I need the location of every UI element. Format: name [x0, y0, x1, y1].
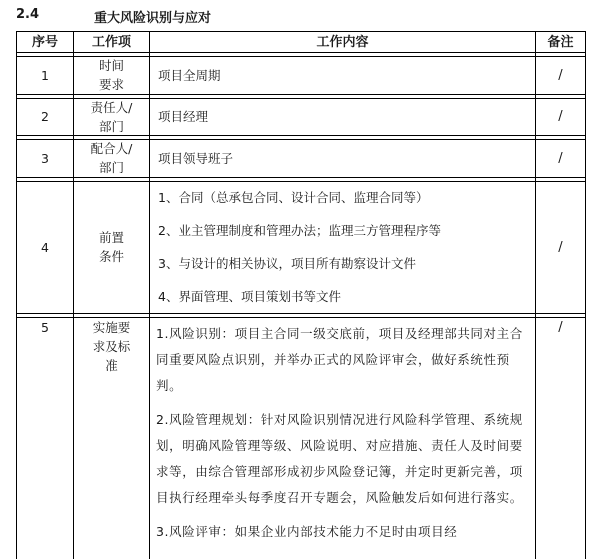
row-no: 1 — [41, 67, 49, 83]
col-border-2 — [149, 31, 150, 559]
row-no: 3 — [41, 150, 49, 166]
row-item — [74, 318, 149, 378]
list-item: 1、合同（总承包合同、设计合同、监理合同等） — [158, 190, 429, 205]
list-item: 4、界面管理、项目策划书等文件 — [158, 289, 341, 304]
row-no: 4 — [41, 239, 49, 255]
row-item-line: 部门 — [98, 160, 124, 175]
content-paragraph: 2.风险管理规划：针对风险识别情况进行风险科学管理、系统规划，明确风险管理等级、风险说明、对应措施、责任人及时间要求等，由综合管理部形成初步风险登记簿，并定时更新完善，项目执行经理牵头每季度召开专题会，风险触发后如何进行落实。 — [156, 412, 523, 505]
row-content — [156, 321, 529, 553]
row-note: / — [558, 67, 563, 83]
content-paragraph: 1.风险识别：项目主合同一级交底前，项目及经理部共同对主合同重要风险点识别，并举办正式的风险评审会，做好系统性预判。 — [156, 326, 523, 393]
row-item — [74, 139, 149, 177]
row-item-line: 部门 — [98, 118, 124, 134]
row-content: 项目领导班子 — [158, 150, 234, 166]
row-item-line: 准 — [105, 358, 118, 373]
list-item: 3、与设计的相关协议，项目所有勘察设计文件 — [158, 256, 416, 271]
row-no: 2 — [41, 109, 49, 124]
row-content: 项目经理 — [158, 109, 209, 124]
list-item: 2、业主管理制度和管理办法；监理三方管理程序等 — [158, 223, 441, 238]
row-note: / — [558, 320, 563, 335]
row-item — [74, 181, 149, 313]
col-border-right — [585, 31, 586, 559]
section-title: 重大风险识别与应对 — [94, 11, 212, 26]
row-content: 项目全周期 — [158, 67, 221, 83]
header-content: 工作内容 — [316, 34, 369, 50]
row-item-line: 实施要 — [92, 320, 131, 335]
row-item — [74, 56, 149, 94]
row-item-line: 求及标 — [92, 339, 131, 354]
section-number: 2.4 — [16, 7, 40, 22]
row-note: / — [558, 150, 563, 166]
row-item-line: 时间 — [98, 58, 124, 73]
header-note: 备注 — [547, 34, 574, 50]
row-item-line: 责任人/ — [90, 99, 133, 115]
header-no: 序号 — [31, 34, 58, 50]
content-paragraph: 3.风险评审：如果企业内部技术能力不足时由项目经 — [156, 524, 458, 539]
header-item: 工作项 — [91, 34, 131, 50]
row-item-line: 条件 — [98, 249, 124, 264]
row-item — [74, 98, 149, 135]
row-item-line: 配合人/ — [90, 141, 133, 156]
row-note: / — [558, 239, 563, 255]
row-note: / — [558, 109, 563, 124]
row-item-line: 要求 — [98, 77, 124, 92]
row-no: 5 — [41, 320, 49, 335]
row-item-line: 前置 — [98, 230, 124, 245]
